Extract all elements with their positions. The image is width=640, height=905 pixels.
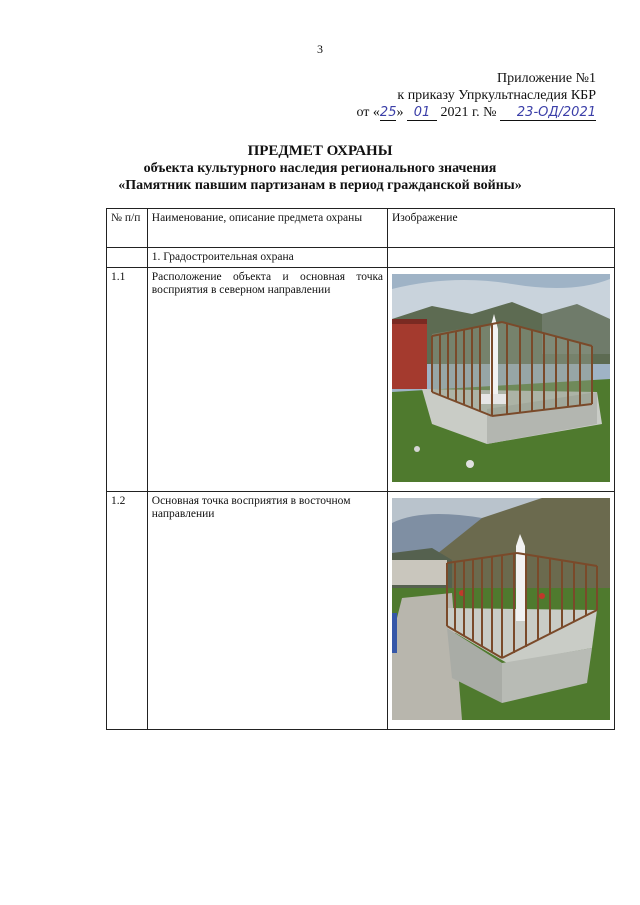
title-line2: объекта культурного наследия регионального значения	[143, 161, 497, 176]
page-number: 3	[317, 42, 323, 56]
header-number: № п/п	[107, 209, 148, 248]
table-row	[107, 492, 615, 730]
table-section-row	[107, 248, 615, 268]
date-prefix: от «	[356, 105, 380, 120]
appendix-block	[356, 70, 596, 121]
header-name: Наименование, описание предмета охраны	[147, 209, 387, 248]
title-main: ПРЕДМЕТ ОХРАНЫ	[247, 143, 393, 159]
appendix-date-line	[356, 104, 596, 121]
row-image-cell	[388, 268, 615, 492]
monument-photo-east	[392, 498, 610, 720]
handwritten-day: 25	[379, 105, 397, 120]
row-description: Расположение объекта и основная точка восприятия в северном направлении	[147, 268, 387, 492]
table-row	[107, 268, 615, 492]
appendix-title: Приложение №1	[497, 71, 596, 86]
date-year: 2021 г. №	[440, 105, 497, 120]
header-image: Изображение	[388, 209, 615, 248]
handwritten-month: 01	[407, 106, 437, 121]
row-number: 1.2	[107, 492, 148, 730]
protection-table	[106, 208, 615, 730]
row-image-cell	[388, 492, 615, 730]
handwritten-number: 23-ОД/2021	[500, 106, 596, 121]
title-line3: «Памятник павшим партизанам в период гражданской войны»	[118, 178, 522, 193]
appendix-order-line: к приказу Упркультнаследия КБР	[397, 88, 596, 103]
date-mid: »	[396, 105, 404, 120]
monument-photo-north	[392, 274, 610, 482]
section-label: 1. Градостроительная охрана	[147, 248, 387, 268]
row-description: Основная точка восприятия в восточном направлении	[147, 492, 387, 730]
document-title	[0, 143, 640, 194]
table-header-row	[107, 209, 615, 248]
row-number: 1.1	[107, 268, 148, 492]
